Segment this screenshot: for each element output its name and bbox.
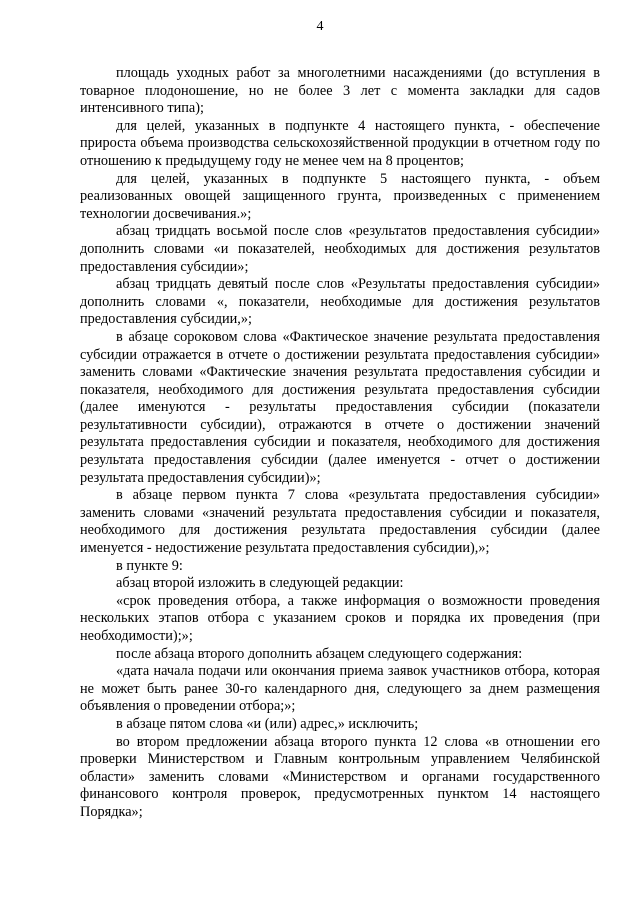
paragraph-7: в абзаце первом пункта 7 слова «результата предоставления субсидии» заменить словами «значений результата предоставления субсидии и показателя, необходимого для достижения результата предоставления субсидии (далее именуется - недостижение результата предоставления субсидии),»; — [80, 487, 600, 557]
paragraph-4: абзац тридцать восьмой после слов «результатов предоставления субсидии» дополнить словами «и показателей, необходимых для достижения результатов предоставления субсидии»; — [80, 223, 600, 275]
paragraph-6: в абзаце сороковом слова «Фактическое значение результата предоставления субсидии отражается в отчете о достижении результата предоставления субсидии» заменить словами «Фактические значения результата предоставления субсидии и показателя, необходимого для достижения результата предоставления субсидии (далее именуются - результаты предоставления субсидии (показатели результативности субсидии), отражаются в отчете о достижении значений результата предоставления субсидии и показателя, необходимого для достижения результата предоставления субсидии (далее именуется - отчет о достижении результата предоставления субсидии)»; — [80, 328, 600, 486]
paragraph-5: абзац тридцать девятый после слов «Результаты предоставления субсидии» дополнить словами «, показатели, необходимые для достижения результатов предоставления субсидии,»; — [80, 276, 600, 328]
paragraph-10: «срок проведения отбора, а также информация о возможности проведения нескольких этапов отбора с указанием сроков и порядка их проведения (при необходимости);»; — [80, 592, 600, 644]
paragraph-8: в пункте 9: — [116, 557, 183, 574]
paragraph-3: для целей, указанных в подпункте 5 настоящего пункта, - объем реализованных овощей защищенного грунта, произведенных с применением технологии досвечивания.»; — [80, 170, 600, 222]
paragraph-14: во втором предложении абзаца второго пункта 12 слова «в отношении его проверки Министерством и Главным контрольным управлением Челябинской области» заменить словами «Министерством и органами государственного финансового контроля проверок, предусмотренных пунктом 14 настоящего Порядка»; — [80, 733, 600, 820]
page-number: 4 — [316, 19, 324, 34]
paragraph-2: для целей, указанных в подпункте 4 настоящего пункта, - обеспечение прироста объема производства сельскохозяйственной продукции в отчетном году по отношению к предыдущему году не менее чем на 8 процентов; — [80, 117, 600, 169]
paragraph-9: абзац второй изложить в следующей редакции: — [116, 575, 404, 592]
paragraph-13: в абзаце пятом слова «и (или) адрес,» исключить; — [116, 715, 419, 732]
paragraph-1: площадь уходных работ за многолетними насаждениями (до вступления в товарное плодоношение, но не более 3 лет с момента закладки для садов интенсивного типа); — [80, 65, 600, 117]
document-body — [80, 65, 600, 822]
paragraph-11: после абзаца второго дополнить абзацем следующего содержания: — [116, 645, 523, 662]
paragraph-12: «дата начала подачи или окончания приема заявок участников отбора, которая не может быть ранее 30-го календарного дня, следующего за днем размещения объявления о проведении отбора;»; — [80, 663, 600, 715]
